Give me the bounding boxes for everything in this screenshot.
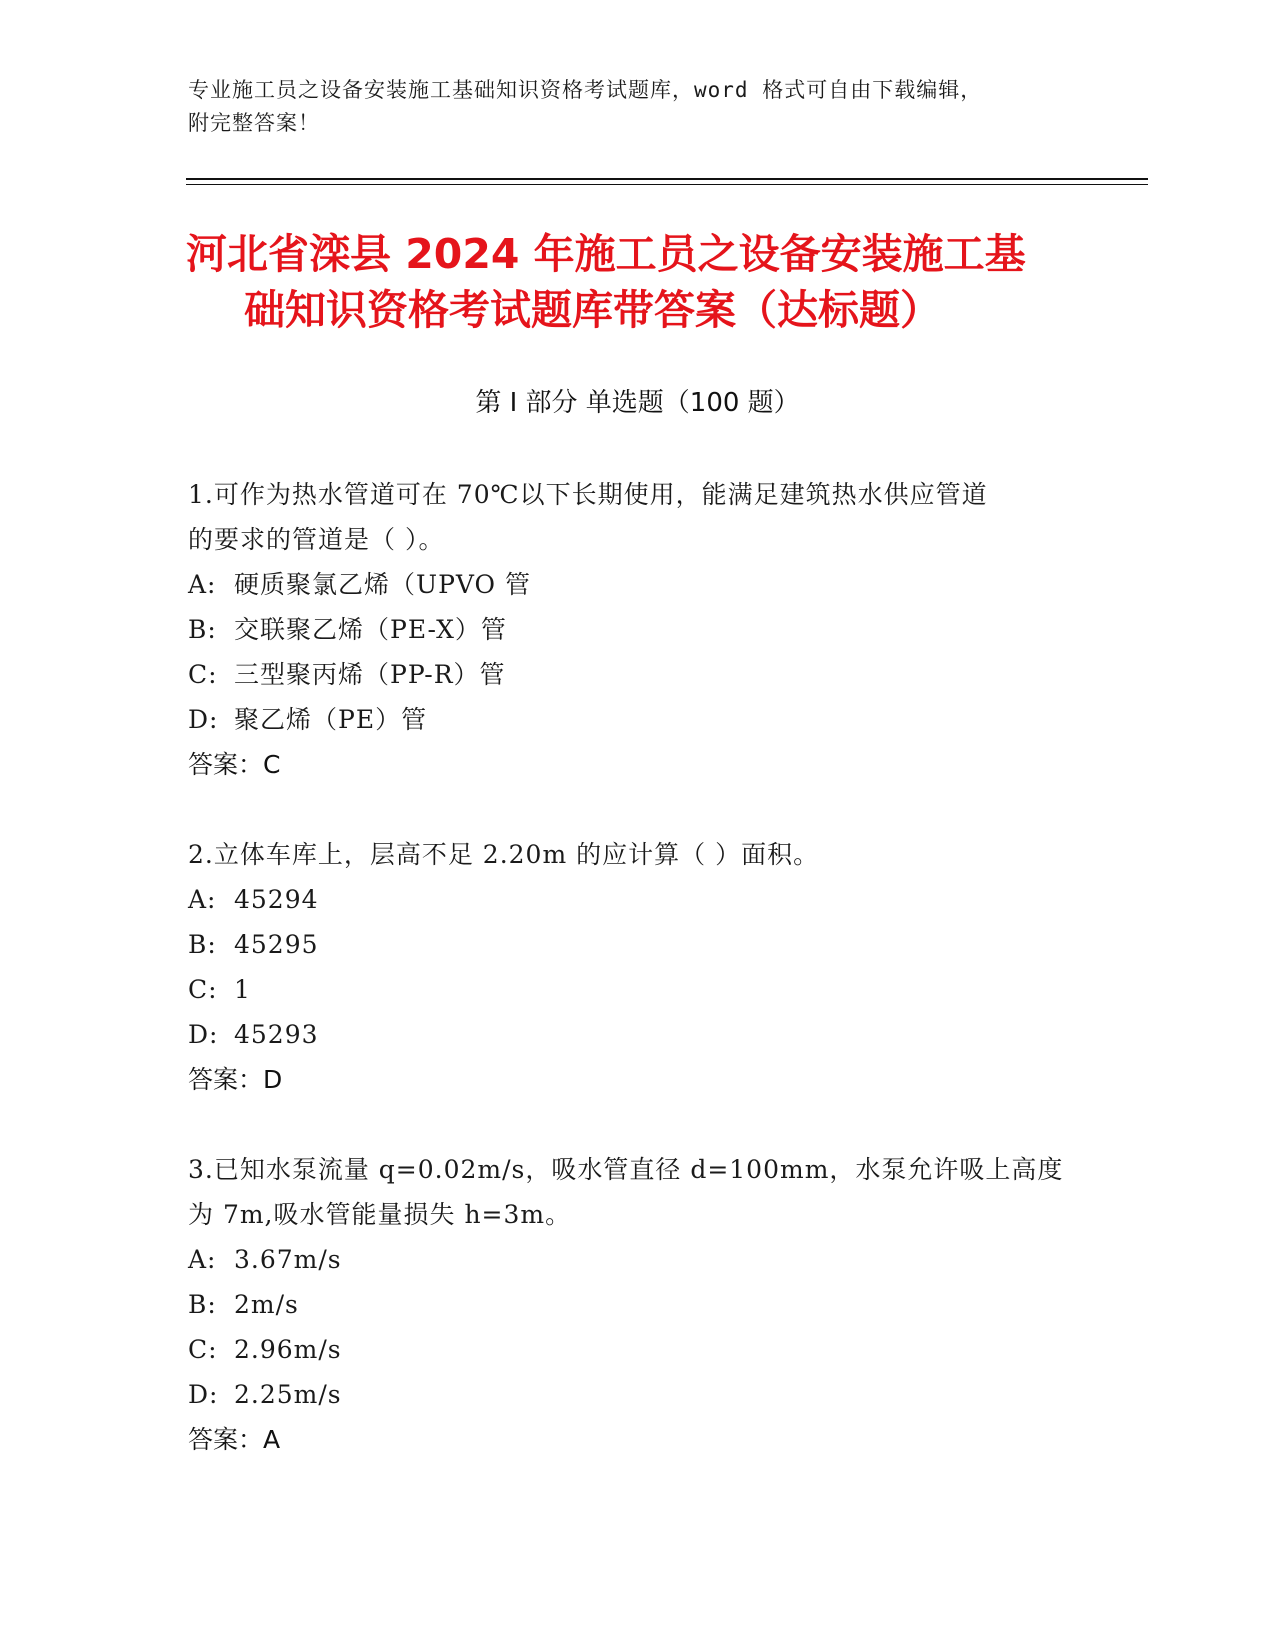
option-text: 硬质聚氯乙烯（UPVO 管 (234, 570, 531, 599)
option-text: 三型聚丙烯（PP-R）管 (234, 660, 506, 689)
option-text: 聚乙烯（PE）管 (234, 705, 428, 734)
question-stem-continued: 为 7m,吸水管能量损失 h=3m。 (188, 1200, 572, 1229)
option-text: 45295 (234, 930, 319, 959)
option-text: 45294 (234, 885, 319, 914)
question-stem: 1.可作为热水管道可在 70℃以下长期使用，能满足建筑热水供应管道 (188, 480, 988, 509)
document-title-line1: 河北省滦县 2024 年施工员之设备安装施工基 (186, 230, 1026, 278)
option-letter: B: (188, 930, 217, 959)
option-b (188, 607, 1088, 652)
question-stem-continued: 的要求的管道是（ ）。 (188, 525, 445, 554)
question-stem: 3.已知水泵流量 q=0.02m/s，吸水管直径 d=100mm，水泵允许吸上高度 (188, 1155, 1064, 1184)
question-1 (188, 472, 1088, 787)
option-letter: D: (188, 705, 219, 734)
question-gap (188, 787, 1088, 832)
option-d (188, 1012, 1088, 1057)
question-gap (188, 1102, 1088, 1147)
option-text: 2m/s (234, 1290, 299, 1319)
answer-line: 答案：A (188, 1425, 281, 1454)
document-title (186, 226, 1086, 338)
option-letter: D: (188, 1380, 219, 1409)
answer-line: 答案：C (188, 750, 281, 779)
option-letter: C: (188, 1335, 218, 1364)
question-3 (188, 1147, 1088, 1462)
option-text: 交联聚乙烯（PE-X）管 (234, 615, 507, 644)
option-letter: D: (188, 1020, 219, 1049)
option-c (188, 1327, 1088, 1372)
option-text: 45293 (234, 1020, 319, 1049)
option-c (188, 652, 1088, 697)
option-b (188, 922, 1088, 967)
section-title: 第 I 部分 单选题（100 题） (475, 388, 800, 418)
document-title-line2: 础知识资格考试题库带答案（达标题） (244, 286, 941, 334)
option-letter: B: (188, 1290, 217, 1319)
option-a (188, 877, 1088, 922)
option-text: 3.67m/s (234, 1245, 342, 1274)
option-c (188, 967, 1088, 1012)
option-letter: A: (188, 570, 217, 599)
option-text: 1 (234, 975, 251, 1004)
option-a (188, 562, 1088, 607)
header-note (188, 74, 1088, 140)
option-letter: B: (188, 615, 217, 644)
header-divider-thin (186, 184, 1148, 185)
option-d (188, 697, 1088, 742)
option-text: 2.25m/s (234, 1380, 342, 1409)
question-2 (188, 832, 1088, 1102)
option-letter: C: (188, 660, 218, 689)
option-letter: C: (188, 975, 218, 1004)
header-note-line2: 附完整答案！ (188, 111, 320, 135)
option-b (188, 1282, 1088, 1327)
option-letter: A: (188, 885, 217, 914)
question-stem: 2.立体车库上，层高不足 2.20m 的应计算（ ）面积。 (188, 840, 820, 869)
answer-line: 答案：D (188, 1065, 283, 1094)
question-list (188, 472, 1088, 1462)
option-letter: A: (188, 1245, 217, 1274)
option-text: 2.96m/s (234, 1335, 342, 1364)
option-d (188, 1372, 1088, 1417)
header-divider-thick (186, 178, 1148, 180)
header-note-line1: 专业施工员之设备安装施工基础知识资格考试题库，word 格式可自由下载编辑， (188, 78, 983, 102)
option-a (188, 1237, 1088, 1282)
